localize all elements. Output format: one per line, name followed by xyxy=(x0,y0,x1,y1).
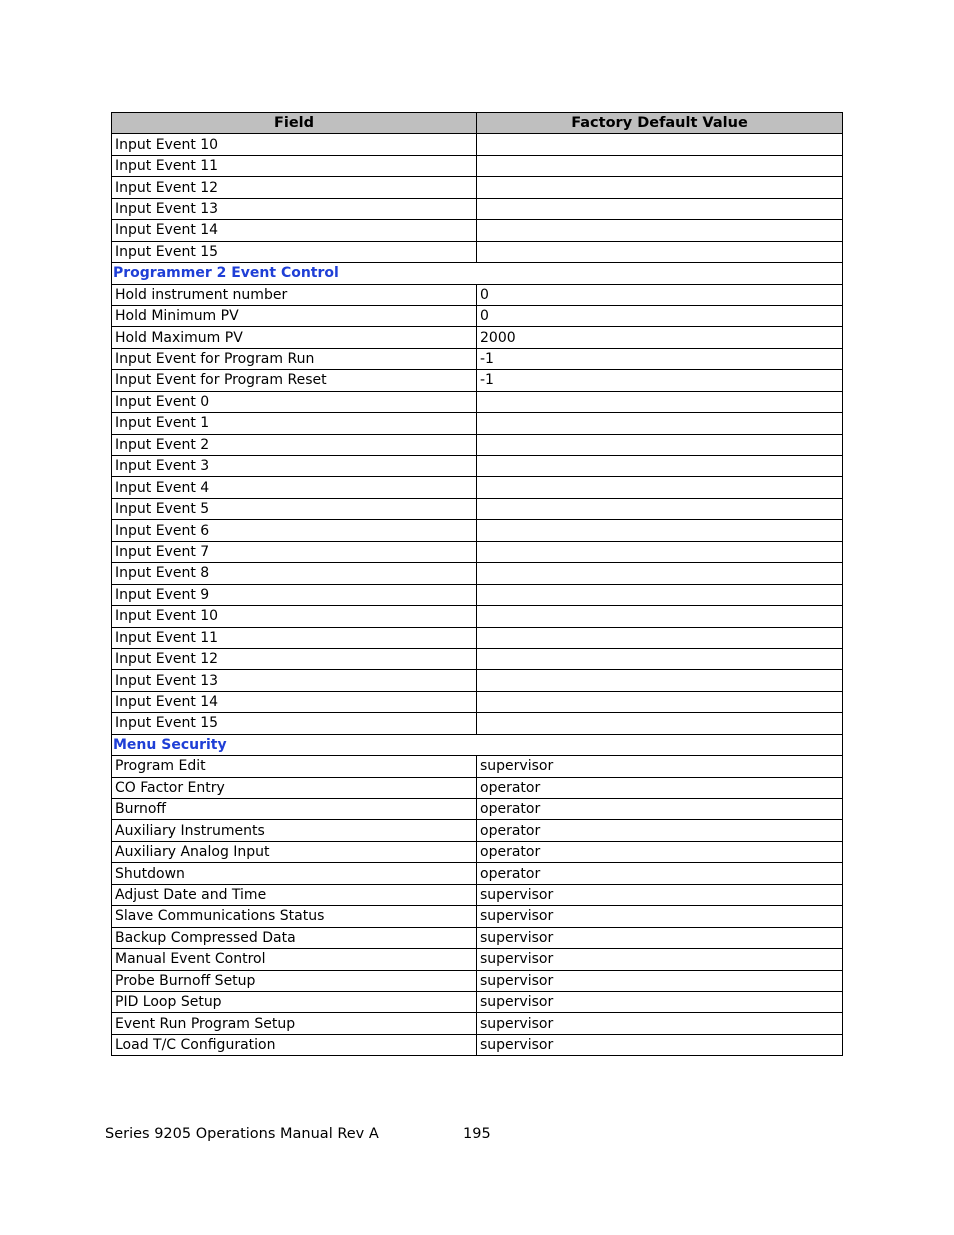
field-cell: Input Event 13 xyxy=(112,198,477,219)
column-header-default-value: Factory Default Value xyxy=(477,113,843,134)
default-value-cell xyxy=(477,520,843,541)
table-row xyxy=(112,177,843,198)
field-cell: Hold Maximum PV xyxy=(112,327,477,348)
default-value-cell: operator xyxy=(477,841,843,862)
table-row xyxy=(112,863,843,884)
field-cell: Input Event 3 xyxy=(112,456,477,477)
field-cell: Hold instrument number xyxy=(112,284,477,305)
default-value-cell xyxy=(477,434,843,455)
field-cell: Probe Burnoff Setup xyxy=(112,970,477,991)
table-row xyxy=(112,949,843,970)
default-value-cell xyxy=(477,391,843,412)
table-row xyxy=(112,970,843,991)
default-value-cell: 0 xyxy=(477,284,843,305)
table-row xyxy=(112,434,843,455)
table-row xyxy=(112,799,843,820)
default-value-cell: supervisor xyxy=(477,1034,843,1055)
table-row xyxy=(112,906,843,927)
table-row xyxy=(112,477,843,498)
table-row xyxy=(112,627,843,648)
section-heading: Menu Security xyxy=(112,734,843,755)
default-value-cell xyxy=(477,648,843,669)
default-value-cell xyxy=(477,220,843,241)
field-cell: PID Loop Setup xyxy=(112,991,477,1012)
default-value-cell: supervisor xyxy=(477,991,843,1012)
field-cell: CO Factor Entry xyxy=(112,777,477,798)
field-cell: Input Event 11 xyxy=(112,155,477,176)
field-cell: Input Event 7 xyxy=(112,541,477,562)
default-value-cell: supervisor xyxy=(477,756,843,777)
default-value-cell: supervisor xyxy=(477,884,843,905)
field-cell: Input Event 4 xyxy=(112,477,477,498)
table-row xyxy=(112,584,843,605)
default-value-cell: 2000 xyxy=(477,327,843,348)
table-header-row xyxy=(112,113,843,134)
default-value-cell xyxy=(477,413,843,434)
default-value-cell xyxy=(477,177,843,198)
table-row xyxy=(112,284,843,305)
field-cell: Hold Minimum PV xyxy=(112,305,477,326)
table-row xyxy=(112,927,843,948)
field-cell: Slave Communications Status xyxy=(112,906,477,927)
table-row xyxy=(112,820,843,841)
default-value-cell xyxy=(477,477,843,498)
table-row xyxy=(112,198,843,219)
table-row xyxy=(112,606,843,627)
default-value-cell xyxy=(477,627,843,648)
default-value-cell: supervisor xyxy=(477,949,843,970)
default-value-cell xyxy=(477,456,843,477)
field-cell: Burnoff xyxy=(112,799,477,820)
default-value-cell xyxy=(477,713,843,734)
field-cell: Input Event 10 xyxy=(112,134,477,155)
field-cell: Auxiliary Instruments xyxy=(112,820,477,841)
field-cell: Input Event 15 xyxy=(112,713,477,734)
default-value-cell: -1 xyxy=(477,370,843,391)
table-row xyxy=(112,1034,843,1055)
table-row xyxy=(112,391,843,412)
table-row xyxy=(112,670,843,691)
table-row xyxy=(112,348,843,369)
default-value-cell xyxy=(477,198,843,219)
column-header-field: Field xyxy=(112,113,477,134)
field-cell: Auxiliary Analog Input xyxy=(112,841,477,862)
field-cell: Input Event 11 xyxy=(112,627,477,648)
default-value-cell: operator xyxy=(477,777,843,798)
table-row xyxy=(112,777,843,798)
default-value-cell xyxy=(477,134,843,155)
default-value-cell: supervisor xyxy=(477,906,843,927)
field-cell: Load T/C Configuration xyxy=(112,1034,477,1055)
section-row xyxy=(112,263,843,284)
default-value-cell xyxy=(477,606,843,627)
settings-table xyxy=(111,112,843,1056)
table-row xyxy=(112,756,843,777)
table-row xyxy=(112,327,843,348)
field-cell: Input Event 12 xyxy=(112,648,477,669)
field-cell: Input Event for Program Run xyxy=(112,348,477,369)
field-cell: Input Event 12 xyxy=(112,177,477,198)
default-value-cell: operator xyxy=(477,799,843,820)
table-row xyxy=(112,413,843,434)
field-cell: Event Run Program Setup xyxy=(112,1013,477,1034)
table-row xyxy=(112,134,843,155)
default-value-cell xyxy=(477,541,843,562)
field-cell: Input Event 6 xyxy=(112,520,477,541)
field-cell: Input Event 15 xyxy=(112,241,477,262)
footer-page-number: 195 xyxy=(463,1126,491,1142)
field-cell: Input Event 2 xyxy=(112,434,477,455)
table-row xyxy=(112,884,843,905)
default-value-cell xyxy=(477,691,843,712)
default-value-cell xyxy=(477,241,843,262)
field-cell: Input Event 1 xyxy=(112,413,477,434)
default-value-cell: supervisor xyxy=(477,1013,843,1034)
footer-manual-title: Series 9205 Operations Manual Rev A xyxy=(105,1126,379,1142)
table-body xyxy=(112,134,843,1056)
field-cell: Shutdown xyxy=(112,863,477,884)
table-row xyxy=(112,691,843,712)
default-value-cell: operator xyxy=(477,863,843,884)
table-row xyxy=(112,370,843,391)
table-row xyxy=(112,241,843,262)
field-cell: Input Event 9 xyxy=(112,584,477,605)
field-cell: Backup Compressed Data xyxy=(112,927,477,948)
table-row xyxy=(112,648,843,669)
default-value-cell xyxy=(477,498,843,519)
field-cell: Input Event for Program Reset xyxy=(112,370,477,391)
field-cell: Adjust Date and Time xyxy=(112,884,477,905)
field-cell: Program Edit xyxy=(112,756,477,777)
field-cell: Input Event 14 xyxy=(112,691,477,712)
table-row xyxy=(112,220,843,241)
table-row xyxy=(112,305,843,326)
default-value-cell xyxy=(477,584,843,605)
table-row xyxy=(112,155,843,176)
section-heading: Programmer 2 Event Control xyxy=(112,263,843,284)
table-row xyxy=(112,713,843,734)
table-row xyxy=(112,841,843,862)
table-row xyxy=(112,520,843,541)
field-cell: Input Event 10 xyxy=(112,606,477,627)
table-row xyxy=(112,1013,843,1034)
default-value-cell: 0 xyxy=(477,305,843,326)
field-cell: Input Event 13 xyxy=(112,670,477,691)
section-row xyxy=(112,734,843,755)
default-value-cell: -1 xyxy=(477,348,843,369)
default-value-cell xyxy=(477,563,843,584)
field-cell: Manual Event Control xyxy=(112,949,477,970)
field-cell: Input Event 5 xyxy=(112,498,477,519)
default-value-cell xyxy=(477,155,843,176)
field-cell: Input Event 8 xyxy=(112,563,477,584)
field-cell: Input Event 0 xyxy=(112,391,477,412)
table-row xyxy=(112,456,843,477)
table-row xyxy=(112,498,843,519)
table-row xyxy=(112,563,843,584)
field-cell: Input Event 14 xyxy=(112,220,477,241)
default-value-cell: supervisor xyxy=(477,970,843,991)
table-row xyxy=(112,541,843,562)
default-value-cell: operator xyxy=(477,820,843,841)
default-value-cell xyxy=(477,670,843,691)
table-row xyxy=(112,991,843,1012)
default-value-cell: supervisor xyxy=(477,927,843,948)
